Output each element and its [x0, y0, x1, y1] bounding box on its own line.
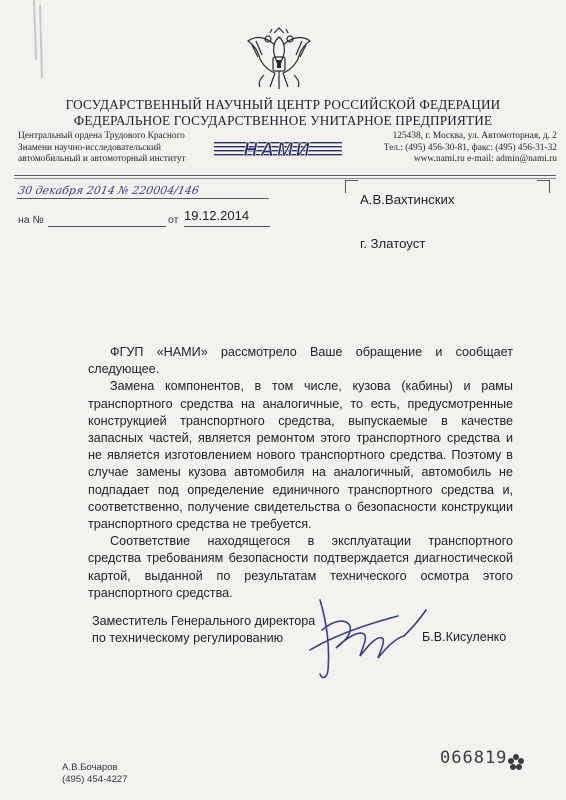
- body-paragraph: Соответствие находящегося в эксплуатации транспортного средства требованиям безопасности подтверждается диагностической картой, выданной по результатам технического осмотра этого транспортного средства.: [88, 534, 513, 600]
- institute-line: автомобильный и автомоторный институт: [18, 154, 186, 164]
- executor-name: А.В.Бочаров: [62, 762, 118, 773]
- address-line: 125438, г. Москва, ул. Автомоторная, д. 2: [392, 131, 557, 141]
- body-paragraph: ФГУП «НАМИ» рассмотрело Ваше обращение и сообщает следующее.: [88, 345, 513, 377]
- corner-mark: [345, 180, 358, 193]
- contacts-block: [352, 131, 557, 166]
- reference-number-blank: [48, 226, 166, 227]
- phone-line: Тел.: (495) 456-30-81, факс: (495) 456-31-32: [383, 142, 557, 153]
- header-line-1: ГОСУДАРСТВЕННЫЙ НАУЧНЫЙ ЦЕНТР РОССИЙСКОЙ ФЕДЕРАЦИИ: [65, 97, 501, 112]
- handwritten-signature: [300, 590, 430, 685]
- executor-phone: (495) 454-4227: [62, 774, 128, 785]
- scan-mark: [30, 0, 48, 80]
- corner-mark: [537, 180, 550, 193]
- web-line: www.nami.ru e-mail: admin@nami.ru: [413, 154, 557, 164]
- nami-logo: [214, 138, 342, 160]
- header-divider-secondary: [14, 178, 556, 179]
- reference-line: [18, 210, 270, 228]
- executor-info: [62, 762, 128, 786]
- position-line: Заместитель Генерального директора: [92, 614, 316, 628]
- institute-description: [18, 131, 228, 166]
- outgoing-number-handwritten: 30 декабря 2014 № 220004/146: [17, 184, 272, 199]
- reference-date-underline: [184, 226, 270, 227]
- institute-line: Знамени научно-исследовательский: [18, 142, 161, 153]
- position-line: по техническому регулированию: [92, 631, 284, 645]
- signatory-position: [92, 613, 315, 647]
- logo-text: НАМИ: [243, 140, 313, 160]
- reference-date-label: от: [168, 214, 179, 226]
- flower-icon: [507, 753, 525, 771]
- serial-number: 066819: [440, 748, 508, 768]
- letter-body: [88, 344, 513, 602]
- recipient-name: А.В.Вахтинских: [360, 192, 455, 207]
- coat-of-arms-icon: [244, 27, 314, 95]
- header-divider: [14, 175, 556, 176]
- reference-date: 19.12.2014: [184, 208, 250, 223]
- recipient-city: г. Златоуст: [360, 236, 426, 251]
- body-paragraph: Замена компонентов, в том числе, кузова (кабины) и рамы транспортного средства на аналогичные, то есть, предусмотренные конструкцией транспортного средства, выпускаемые в качестве запасных частей, является ремонтом этого транспортного средства и не является изготовлением нового транспортного средства. Поэтому в случае замены кузова автомобиля на аналогичный, автомобиль не подпадает под определение единичного транспортного средства и, соответственно, получение свидетельства о безопасности конструкции транспортного средства не требуется.: [88, 379, 513, 532]
- signatory-name: Б.В.Кисуленко: [422, 630, 507, 644]
- institute-line: Центральный ордена Трудового Красного: [18, 131, 185, 141]
- header-line-2: ФЕДЕРАЛЬНОЕ ГОСУДАРСТВЕННОЕ УНИТАРНОЕ ПРЕДПРИЯТИЕ: [73, 113, 493, 128]
- reference-number-label: на №: [18, 214, 44, 226]
